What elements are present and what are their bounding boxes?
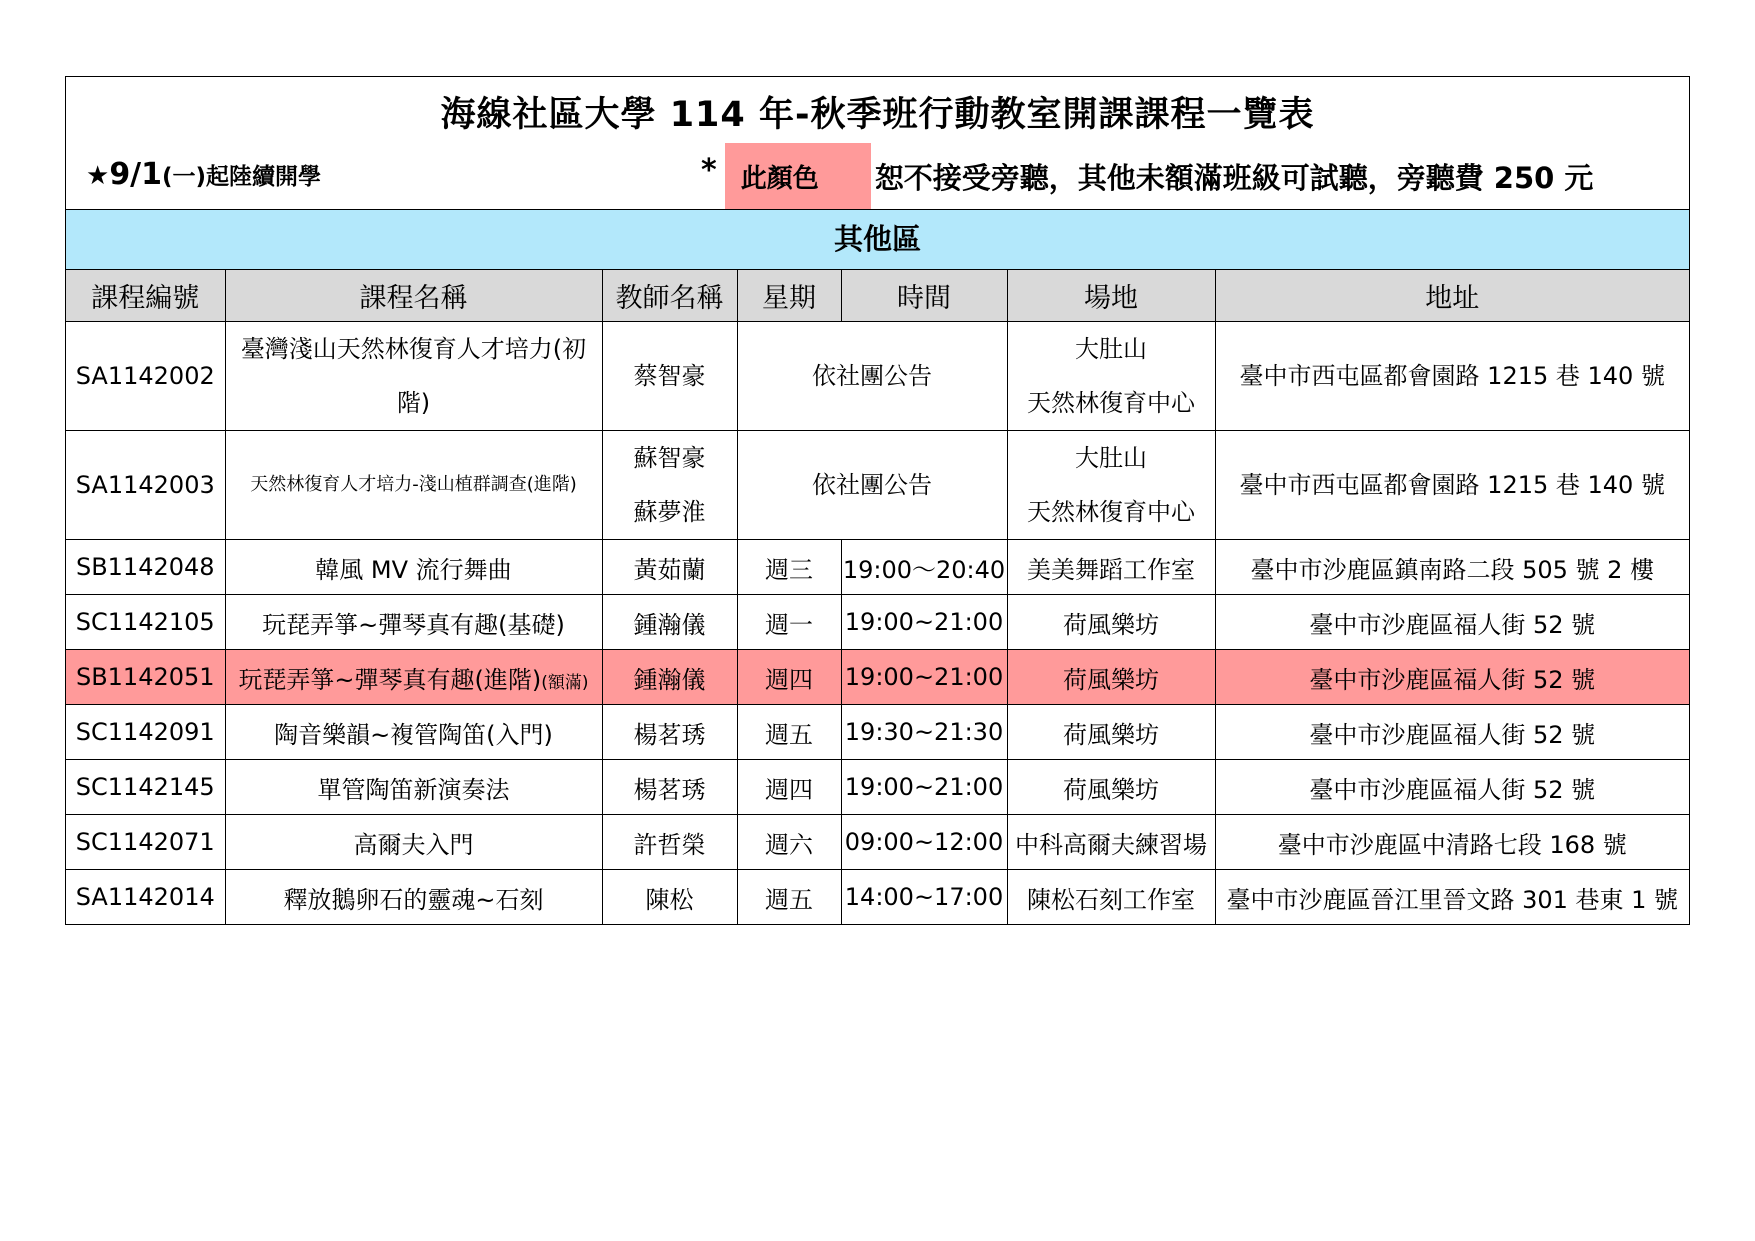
course-name-text: 陶音樂韻~複管陶笛(入門) [274,720,553,749]
address: 臺中市沙鹿區鎮南路二段 505 號 2 樓 [1215,540,1689,595]
course-code: SA1142014 [66,870,225,925]
course-name-text: 臺灣淺山天然林復育人才培力(初階) [240,335,587,417]
teacher [602,431,737,540]
address: 臺中市沙鹿區福人街 52 號 [1215,595,1689,650]
course-code: SC1142091 [66,705,225,760]
class-time: 14:00~17:00 [841,870,1007,925]
teacher-line: 蔡智豪 [633,362,706,390]
schedule-note: 依社團公告 [737,322,1007,431]
course-name [225,760,602,815]
teacher: 陳松 [602,870,737,925]
column-header: 地址 [1215,270,1689,322]
course-name-text: 單管陶笛新演奏法 [317,775,510,804]
teacher: 楊茗琇 [602,705,737,760]
class-time: 19:00～20:40 [841,540,1007,595]
course-name [225,870,602,925]
full-badge: (額滿) [541,672,589,693]
table-row [66,540,1689,595]
address: 臺中市西屯區都會園路 1215 巷 140 號 [1215,431,1689,540]
table-body [66,322,1689,925]
sheet-header [66,77,1689,210]
star-icon: ★ [86,161,110,191]
course-sheet [65,76,1690,925]
table-row [66,705,1689,760]
course-code: SC1142105 [66,595,225,650]
teacher: 鍾瀚儀 [602,650,737,705]
legend-text: 恕不接受旁聽，其他未額滿班級可試聽，旁聽費 250 元 [874,160,1594,195]
course-name [225,322,602,431]
table-row [66,760,1689,815]
legend-asterisk: * [701,152,717,188]
course-code: SB1142048 [66,540,225,595]
course-code: SC1142071 [66,815,225,870]
address: 臺中市沙鹿區福人街 52 號 [1215,760,1689,815]
course-name-text: 天然林復育人才培力-淺山植群調查(進階) [250,474,577,495]
venue: 荷風樂坊 [1007,705,1215,760]
course-name [225,431,602,540]
start-date-text: (一)起陸續開學 [162,164,322,190]
column-header: 時間 [841,270,1007,322]
course-name-text: 玩琵弄箏~彈琴真有趣(基礎) [262,610,565,639]
column-header: 星期 [737,270,841,322]
course-name-text: 玩琵弄箏~彈琴真有趣(進階) [238,665,542,694]
class-time: 19:00~21:00 [841,760,1007,815]
table-row [66,870,1689,925]
legend [701,143,1593,209]
weekday: 週一 [737,595,841,650]
weekday: 週六 [737,815,841,870]
teacher: 許哲榮 [602,815,737,870]
class-time: 19:00~21:00 [841,595,1007,650]
address: 臺中市沙鹿區中清路七段 168 號 [1215,815,1689,870]
weekday: 週五 [737,870,841,925]
course-code: SA1142002 [66,322,225,431]
class-time: 19:30~21:30 [841,705,1007,760]
course-name-text: 韓風 MV 流行舞曲 [315,555,512,584]
weekday: 週四 [737,760,841,815]
class-time: 09:00~12:00 [841,815,1007,870]
venue: 陳松石刻工作室 [1007,870,1215,925]
venue: 美美舞蹈工作室 [1007,540,1215,595]
address: 臺中市沙鹿區福人街 52 號 [1215,705,1689,760]
venue-line: 大肚山 [1075,444,1147,472]
teacher: 黃茹蘭 [602,540,737,595]
table-row [66,322,1689,431]
table-row [66,595,1689,650]
page-title: 海線社區大學 114 年-秋季班行動教室開課課程一覽表 [440,95,1315,135]
venue: 荷風樂坊 [1007,595,1215,650]
course-name-text: 釋放鵝卵石的靈魂~石刻 [283,885,544,914]
course-name-text: 高爾夫入門 [353,830,474,859]
table-row [66,815,1689,870]
teacher-line: 蘇智豪 [633,444,706,472]
course-name [225,595,602,650]
column-header: 課程名稱 [225,270,602,322]
address: 臺中市沙鹿區福人街 52 號 [1215,650,1689,705]
course-name [225,705,602,760]
course-code: SA1142003 [66,431,225,540]
course-code: SB1142051 [66,650,225,705]
venue: 荷風樂坊 [1007,650,1215,705]
table-row [66,431,1689,540]
venue-line: 大肚山 [1075,335,1147,363]
column-header: 教師名稱 [602,270,737,322]
course-name [225,815,602,870]
legend-color-swatch: 此顏色 [725,143,871,209]
column-header: 場地 [1007,270,1215,322]
table-row [66,650,1689,705]
start-date-note [86,157,321,192]
teacher: 楊茗琇 [602,760,737,815]
table-header-row [66,270,1689,322]
venue [1007,431,1215,540]
teacher-line: 蘇夢淮 [633,498,706,526]
schedule-note: 依社團公告 [737,431,1007,540]
weekday: 週三 [737,540,841,595]
address: 臺中市西屯區都會園路 1215 巷 140 號 [1215,322,1689,431]
weekday: 週四 [737,650,841,705]
region-banner: 其他區 [66,210,1689,270]
teacher: 鍾瀚儀 [602,595,737,650]
weekday: 週五 [737,705,841,760]
address: 臺中市沙鹿區晉江里晉文路 301 巷東 1 號 [1215,870,1689,925]
course-name [225,650,602,705]
venue: 中科高爾夫練習場 [1007,815,1215,870]
venue-line: 天然林復育中心 [1027,498,1195,526]
course-name [225,540,602,595]
start-date: 9/1 [109,157,163,192]
venue [1007,322,1215,431]
teacher [602,322,737,431]
class-time: 19:00~21:00 [841,650,1007,705]
venue: 荷風樂坊 [1007,760,1215,815]
venue-line: 天然林復育中心 [1027,389,1195,417]
course-code: SC1142145 [66,760,225,815]
course-table [66,270,1689,924]
column-header: 課程編號 [66,270,225,322]
